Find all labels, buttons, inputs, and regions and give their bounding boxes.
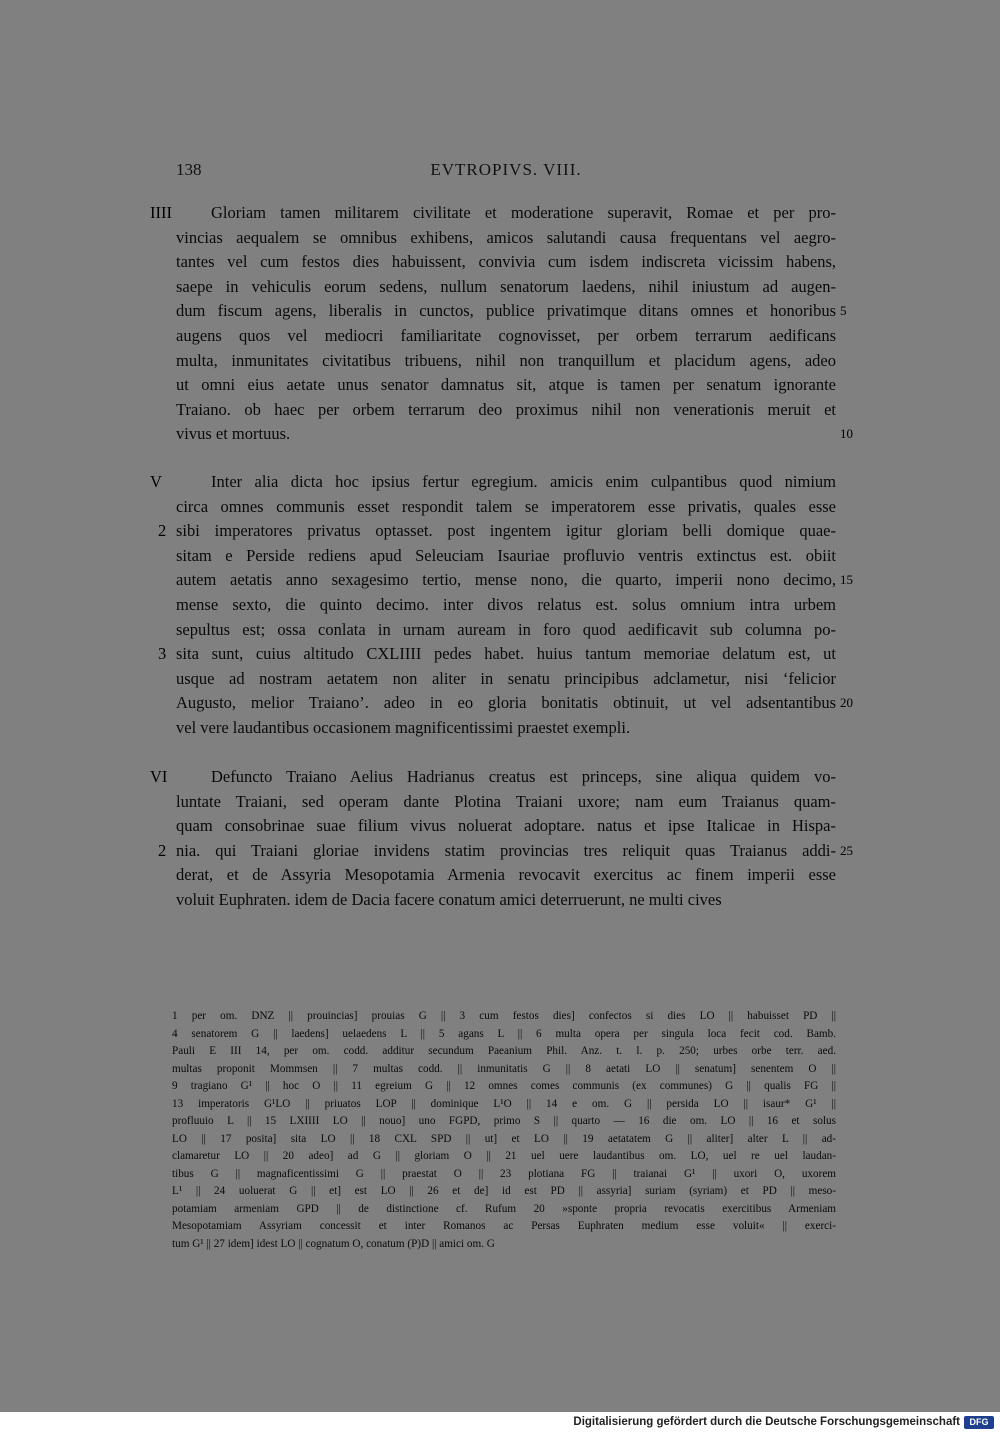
- page-number: 138: [176, 160, 202, 179]
- critical-apparatus: [172, 1008, 836, 1253]
- section-number: 2: [158, 521, 167, 541]
- apparatus-line: 4 senatorem G || laedens] uelaedens L || 5 agans L || 6 multa opera per singula loca fecit cod. Bamb.: [172, 1027, 836, 1040]
- chapter-number: IIII: [150, 203, 172, 222]
- section-number: 2: [158, 840, 167, 860]
- footer-bar: [0, 1412, 1000, 1434]
- chapter-number: VI: [150, 767, 168, 786]
- text-line: tantes vel cum festos dies habuissent, convivia cum isdem indiscreta vicissim habens,: [176, 252, 836, 272]
- footer-credit: Digitalisierung gefördert durch die Deutsche Forschungsgemeinschaft: [573, 1416, 960, 1428]
- text-line: circa omnes communis esset respondit talem se imperatorem esse privatis, quales esse: [176, 496, 836, 516]
- section-number: 3: [158, 644, 167, 664]
- text-line: vincias aequalem se omnibus exhibens, amicos salutandi causa frequentans vel aegro-: [176, 227, 836, 247]
- text-line: voluit Euphraten. idem de Dacia facere conatum amici deterruerunt, ne multi cives: [176, 890, 722, 909]
- apparatus-line: 13 imperatoris G¹LO || priuatos LOP || dominique L¹O || 14 e om. G || persida LO || isaur* G¹ ||: [172, 1097, 836, 1110]
- apparatus-line: Pauli E III 14, per om. codd. additur secundum Paeanium Phil. Anz. t. l. p. 250; urbes orbe terr. aed.: [172, 1045, 836, 1057]
- text-line: saepe in vehiculis eorum sedens, nullum senatorum laedens, nihil iniustum ad augen-: [176, 276, 836, 296]
- text-line: mense sexto, die quinto decimo. inter divos relatus est. solus omnium intra urbem: [176, 595, 836, 614]
- text-line: nia. qui Traiani gloriae invidens statim provincias tres reliquit quas Traianus addi-: [176, 840, 836, 860]
- text-line: dum fiscum agens, liberalis in cunctos, publice privatimque ditans omnes et honoribus: [176, 301, 836, 321]
- apparatus-line: Mesopotamiam Assyriam concessit et inter Romanos ac Persas Euphraten medium esse voluit« || exerci-: [172, 1220, 836, 1232]
- text-line: augens quos vel mediocri familiaritate cognovisset, per orbem terrarum aedificans: [176, 326, 836, 345]
- apparatus-line: L¹ || 24 uoluerat G || et] est LO || 26 et de] id est PD || assyria] suriam (syriam) et PD || meso-: [172, 1185, 836, 1197]
- apparatus-line: 9 tragiano G¹ || hoc O || 11 egreium G || 12 omnes comes communis (ex communes) G || qualis FG ||: [172, 1080, 836, 1092]
- line-number: 10: [840, 426, 853, 442]
- text-line: Augusto, melior Traiano’. adeo in eo gloria bonitatis obtinuit, ut vel adsentantibus: [176, 693, 836, 713]
- line-number: 5: [840, 303, 847, 319]
- page-header: [176, 160, 836, 182]
- apparatus-line: clamaretur LO || 20 adeo] ad G || gloriam O || 21 uel uere laudantibus om. LO, uel re uel laudan-: [172, 1150, 836, 1162]
- text-line: usque ad nostram aetatem non aliter in senatu principibus adclametur, nisi ‘felicior: [176, 668, 836, 688]
- text-line: Inter alia dicta hoc ipsius fertur egregium. amicis enim culpantibus quod nimium: [211, 472, 836, 491]
- text-line: vel vere laudantibus occasionem magnificentissimi praestet exempli.: [176, 718, 631, 737]
- text-line: sepultus est; ossa conlata in urnam auream in foro quod aedificavit sub columna po-: [176, 619, 836, 639]
- text-line: autem aetatis anno sexagesimo tertio, mense nono, die quarto, imperii nono decimo,: [176, 570, 836, 590]
- running-title: EVTROPIVS. VIII.: [430, 160, 582, 179]
- apparatus-line: multas proponit Mommsen || 7 multas codd. || inmunitatis G || 8 aetati LO || senatum] senentem O ||: [172, 1062, 836, 1075]
- text-line: Traiano. ob haec per orbem terrarum deo proximus nihil non venerationis meruit et: [176, 399, 836, 419]
- text-line: Defuncto Traiano Aelius Hadrianus creatus est princeps, sine aliqua quidem vo-: [211, 767, 836, 786]
- chapter-number: V: [150, 472, 162, 491]
- apparatus-line: 1 per om. DNZ || prouincias] prouias G || 3 cum festos dies] confectos si dies LO || habuisset PD ||: [172, 1010, 836, 1022]
- text-line: Gloriam tamen militarem civilitate et moderatione superavit, Romae et per pro-: [211, 203, 836, 222]
- text-line: sitam e Perside rediens apud Seleuciam Isauriae profluvio ventris extinctus est. obiit: [176, 545, 836, 565]
- apparatus-line: tibus G || magnaficentissimi G || praestat O || 23 plotiana FG || traianai G¹ || uxori O, uxorem: [172, 1167, 836, 1180]
- line-number: 25: [840, 842, 853, 858]
- dfg-logo: DFG: [964, 1416, 994, 1429]
- apparatus-line: LO || 17 posita] sita LO || 18 CXL SPD || ut] et LO || 19 aetatatem G || aliter] alter L || ad-: [172, 1132, 836, 1145]
- text-line: ut omni eius aetate unus senator damnatus sit, atque is tamen per senatum ignorante: [176, 375, 836, 395]
- text-line: quam consobrinae suae filium vivus noluerat adoptare. natus et ipse Italicae in Hispa-: [176, 816, 836, 836]
- text-line: derat, et de Assyria Mesopotamia Armenia revocavit exercitus ac finem imperii esse: [176, 865, 836, 885]
- text-line: luntate Traiani, sed operam dante Plotina Traiani uxore; nam eum Traianus quam-: [176, 791, 836, 811]
- apparatus-line: tum G¹ || 27 idem] idest LO || cognatum O, conatum (P)D || amici om. G: [172, 1237, 495, 1250]
- text-line: sita sunt, cuius altitudo CXLIIII pedes habet. huius tantum memoriae delatum est, ut: [176, 644, 836, 664]
- line-number: 15: [840, 572, 853, 588]
- line-number: 20: [840, 695, 853, 711]
- text-line: vivus et mortuus.: [176, 424, 291, 444]
- apparatus-line: potamiam armeniam GPD || de distinctione cf. Rufum 20 »sponte propria revocatis exercitibus Armeniam: [172, 1202, 836, 1215]
- text-line: multa, inmunitates civitatibus tribuens, nihil non tranquillum et placidum agens, adeo: [176, 350, 836, 370]
- text-line: sibi imperatores privatus optasset. post ingentem igitur gloriam belli domique quae-: [176, 521, 836, 541]
- apparatus-line: profluuio L || 15 LXIIII LO || nouo] uno FGPD, primo S || quarto — 16 die om. LO || 16 et solus: [172, 1115, 836, 1127]
